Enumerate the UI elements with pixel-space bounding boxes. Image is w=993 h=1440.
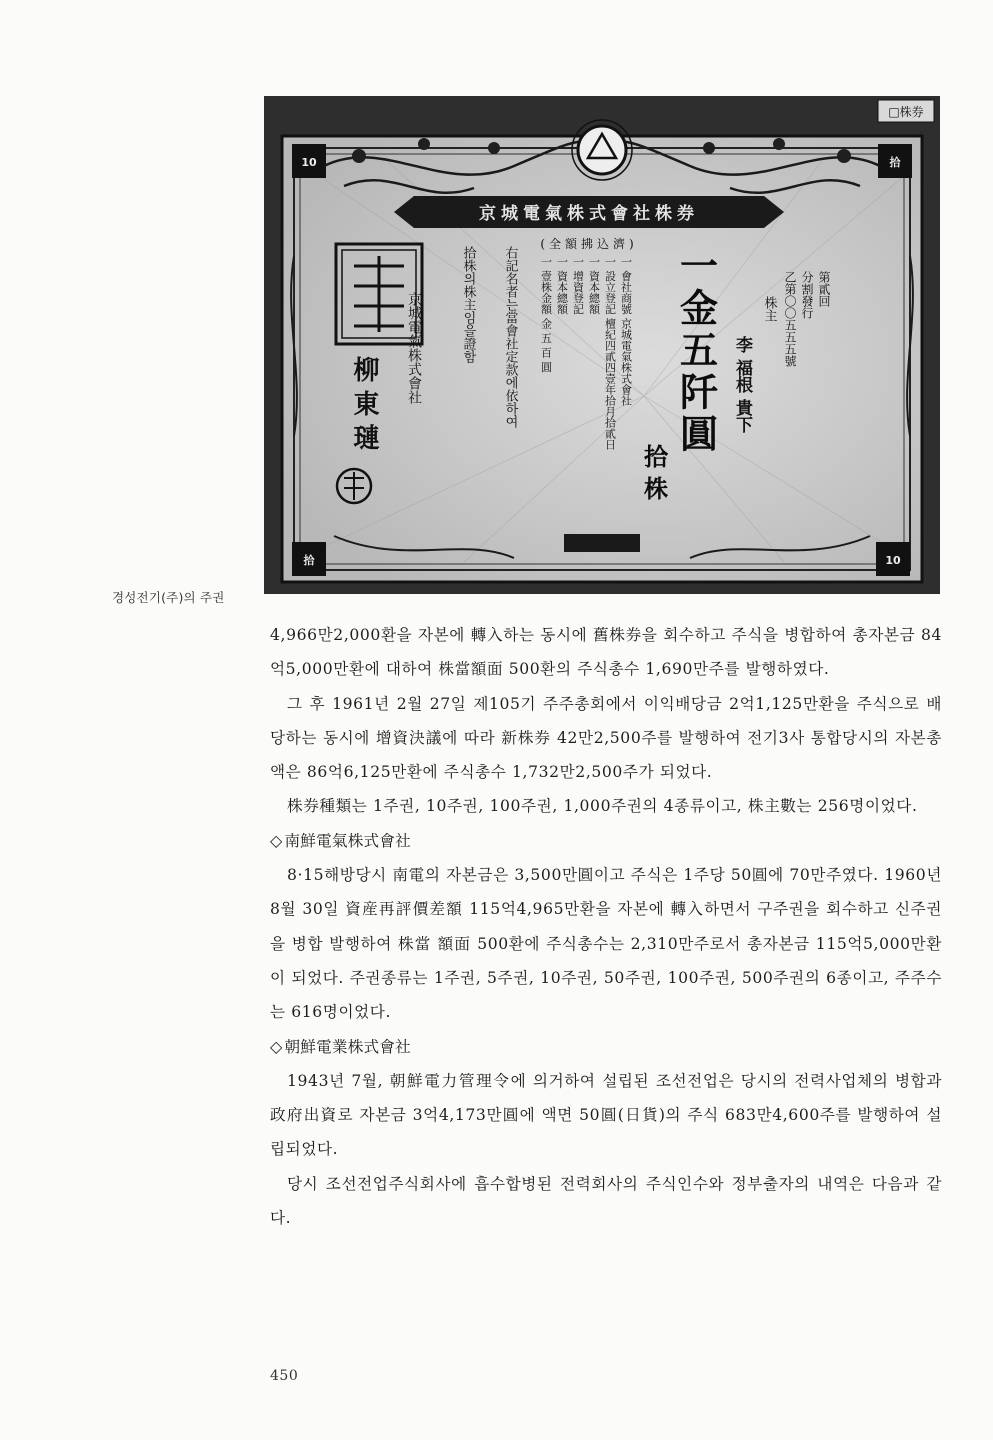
page-number: 450 — [270, 1368, 299, 1384]
article-body — [270, 618, 942, 1235]
paragraph: 株券種類는 1주권, 10주권, 100주권, 1,000주권의 4종류이고, 株主數는 256명이었다. — [287, 797, 918, 816]
section-heading: ◇ 朝鮮電業株式會社 — [270, 1036, 411, 1056]
svg-text:一 設立登記 檀紀四貳四壹年拾月拾貳日: 一 設立登記 檀紀四貳四壹年拾月拾貳日 — [603, 256, 617, 450]
svg-text:10: 10 — [885, 554, 901, 567]
svg-text:右記名者는當會社定款에依하여: 右記名者는當會社定款에依하여 — [502, 246, 518, 428]
certificate-subheader: (全額拂込濟) — [540, 237, 638, 251]
paragraph: 그 후 1961년 2월 27일 제105기 주주총회에서 이익배당금 2억1,125만환을 주식으로 배당하는 동시에 增資決議에 따라 新株券 42만2,500주를 발행하여 전기3사 통합당시의 자본총액은 86억6,125만환에 주식총수 1,732만2,500주가 되었다. — [270, 694, 942, 782]
paragraph: 8·15해방당시 南電의 자본금은 3,500만圓이고 주식은 1주당 50圓에 70만주였다. 1960년 8월 30일 資産再評價差額 115억4,965만환을 자본에 轉入하면서 구주권을 회수하고 신주권을 병합 발행하여 株當 額面 500환에 주식총수는 2,310만주로서 총자본금 115억5,000만환이 되었다. 주권종류는 1주권, 5주권, 10주권, 50주권, 100주권, 500주권의 6종이고, 주주수는 616명이었다. — [270, 866, 942, 1022]
certificate-shares: 拾株 — [639, 444, 669, 508]
svg-text:拾株의株主임을證함: 拾株의株主임을證함 — [460, 246, 476, 363]
corner-stamp: □株券 — [888, 105, 924, 119]
diamond-icon: ◇ — [270, 830, 283, 850]
svg-text:第貳回: 第貳回 — [817, 271, 831, 307]
stock-certificate-photo — [264, 96, 940, 594]
svg-text:株主: 株主 — [761, 296, 777, 322]
svg-text:分割發行: 分割發行 — [800, 271, 814, 319]
svg-text:一 壹株金額 金 五 百 圓: 一 壹株金額 金 五 百 圓 — [539, 256, 553, 373]
certificate-header: 京城電氣株式會社株券 — [479, 204, 699, 224]
svg-text:一 會社商號 京城電氣株式會社: 一 會社商號 京城電氣株式會社 — [619, 256, 633, 406]
svg-text:一 資本總額: 一 資本總額 — [587, 256, 601, 315]
diamond-icon: ◇ — [270, 1036, 283, 1056]
paragraph: 1943년 7월, 朝鮮電力管理令에 의거하여 설립된 조선전업은 당시의 전력사업체의 병합과 政府出資로 자본금 3억4,173만圓에 액면 50圓(日貨)의 주식 683만4,600주를 발행하여 설립되었다. — [270, 1071, 942, 1159]
paragraph: 당시 조선전업주식회사에 흡수합병된 전력회사의 주식인수와 정부출자의 내역은 다음과 같다. — [270, 1174, 942, 1228]
section-heading: ◇ 南鮮電氣株式會社 — [270, 830, 411, 850]
paragraph: 4,966만2,000환을 자본에 轉入하는 동시에 舊株券을 회수하고 주식을 병합하여 총자본금 84억5,000만환에 대하여 株當額面 500환의 주식총수 1,690만주를 발행하였다. — [270, 626, 942, 679]
figure-caption: 경성전기(주)의 주권 — [112, 590, 225, 605]
svg-text:乙第〇〇五五五號: 乙第〇〇五五五號 — [783, 271, 797, 367]
svg-text:拾: 拾 — [889, 156, 901, 169]
certificate-amount: 一金五阡圓 — [673, 246, 719, 456]
shareholder-name: 李 福根 貴下 — [732, 336, 752, 433]
svg-text:一 資本總額: 一 資本總額 — [555, 256, 569, 315]
emblem-icon — [572, 120, 632, 180]
president-name: 柳東璉 — [349, 356, 379, 458]
svg-text:10: 10 — [301, 156, 317, 169]
certificate-company: 京城電氣株式會社 — [406, 292, 422, 404]
svg-text:拾: 拾 — [303, 554, 315, 567]
svg-text:一 增資登記: 一 增資登記 — [571, 256, 585, 315]
